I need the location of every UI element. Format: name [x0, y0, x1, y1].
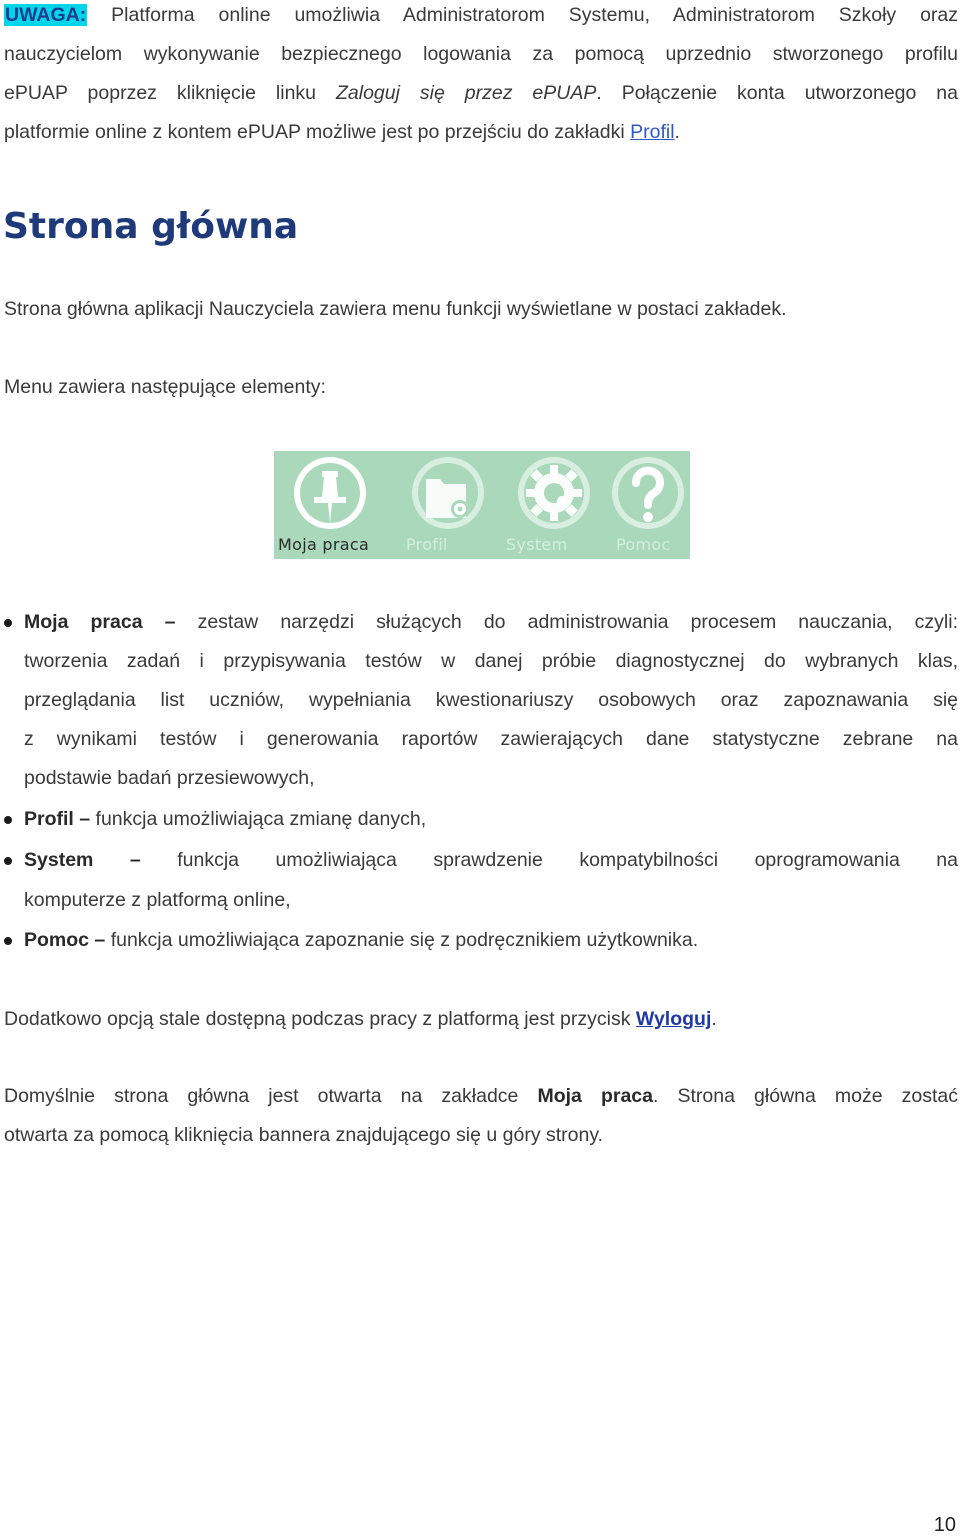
pushpin-icon — [278, 453, 388, 535]
logout-paragraph — [4, 1000, 958, 1039]
default-tab-text-a: Domyślnie strona główna jest otwarta na zakładce — [4, 1085, 538, 1107]
bullet-icon — [4, 857, 12, 865]
default-tab-bold: Moja praca — [537, 1085, 653, 1107]
tab-moja-praca-label: Moja praca — [278, 535, 370, 554]
list-item-moja-praca-line-4: z wynikami testów i generowania raportów zawierających dane statystyczne zebrane na — [24, 728, 958, 750]
tab-profil-label: Profil — [406, 535, 448, 554]
list-sep: – — [73, 808, 96, 830]
default-tab-line-1 — [4, 1077, 958, 1116]
epuap-login-link-text: Zaloguj się przez ePUAP — [335, 82, 597, 104]
list-item-pomoc — [24, 921, 958, 960]
logout-end: . — [711, 1008, 717, 1030]
logout-text: Dodatkowo opcją stale dostępną podczas pracy z platformą jest przycisk — [4, 1008, 636, 1030]
list-item-system-line-2: komputerze z platformą online, — [24, 889, 291, 911]
list-text: funkcja umożliwiająca sprawdzenie kompatybilności oprogramowania na — [177, 849, 958, 871]
list-term-pomoc: Pomoc — [24, 929, 90, 951]
wyloguj-link[interactable]: Wyloguj — [635, 1008, 712, 1030]
bullet-icon — [4, 937, 12, 945]
warning-text-1: Platforma online umożliwia Administratorom Systemu, Administratorom Szkoły oraz — [87, 4, 958, 26]
list-text: zestaw narzędzi służących do administrowania procesem nauczania, czyli: — [197, 611, 959, 633]
list-item-moja-praca-line-3: przeglądania list uczniów, wypełniania kwestionariuszy osobowych oraz zapoznawania się — [24, 689, 958, 711]
list-sep: – — [93, 849, 178, 871]
list-sep: – — [89, 929, 111, 951]
menu-intro-text: Menu zawiera następujące elementy: — [4, 376, 326, 398]
tab-pomoc-label: Pomoc — [616, 535, 671, 554]
list-term-system: System — [24, 849, 94, 871]
default-tab-line-2: otwarta za pomocą kliknięcia bannera znajdującego się u góry strony. — [4, 1124, 604, 1146]
list-sep: – — [142, 611, 198, 633]
warning-text-3b: . Połączenie konta utworzonego na — [596, 82, 958, 104]
profil-link[interactable]: Profil — [630, 121, 675, 143]
bullet-icon — [4, 619, 12, 627]
list-item-moja-praca-line-5: podstawie badań przesiewowych, — [24, 767, 315, 789]
default-tab-text-b: . Strona główna może zostać — [653, 1085, 958, 1107]
intro-text: Strona główna aplikacji Nauczyciela zawiera menu funkcji wyświetlane w postaci zakładek. — [4, 298, 787, 320]
warning-label: UWAGA: — [5, 4, 87, 26]
list-item-system-line-1 — [24, 841, 958, 880]
question-mark-icon — [604, 453, 690, 535]
warning-text-4a: platformie online z kontem ePUAP możliwe jest po przejściu do zakładki — [4, 121, 631, 143]
list-item-moja-praca-line-1 — [24, 603, 958, 642]
list-text: funkcja umożliwiająca zmianę danych, — [95, 808, 427, 830]
page-number: 10 — [933, 1514, 956, 1536]
bullet-icon — [4, 816, 12, 824]
list-term-moja-praca: Moja praca — [24, 611, 143, 633]
tab-system-label: System — [506, 535, 568, 554]
gear-icon — [502, 453, 602, 535]
section-title: Strona główna — [3, 206, 299, 247]
warning-line-3 — [4, 74, 958, 113]
list-text: funkcja umożliwiająca zapoznanie się z podręcznikiem użytkownika. — [110, 929, 699, 951]
folder-gear-icon — [406, 453, 506, 535]
warning-text-3a: ePUAP poprzez kliknięcie linku — [4, 82, 336, 104]
list-item-profil — [24, 800, 958, 839]
warning-text-4b: . — [674, 121, 680, 143]
list-item-moja-praca-line-2: tworzenia zadań i przypisywania testów w danej próbie diagnostycznej do wybranych klas, — [24, 650, 958, 672]
menu-banner — [274, 451, 690, 559]
warning-line-4 — [4, 113, 958, 152]
warning-line-2: nauczycielom wykonywanie bezpiecznego logowania za pomocą uprzednio stworzonego profilu — [4, 43, 958, 65]
list-term-profil: Profil — [24, 808, 74, 830]
warning-line-1 — [4, 0, 958, 35]
